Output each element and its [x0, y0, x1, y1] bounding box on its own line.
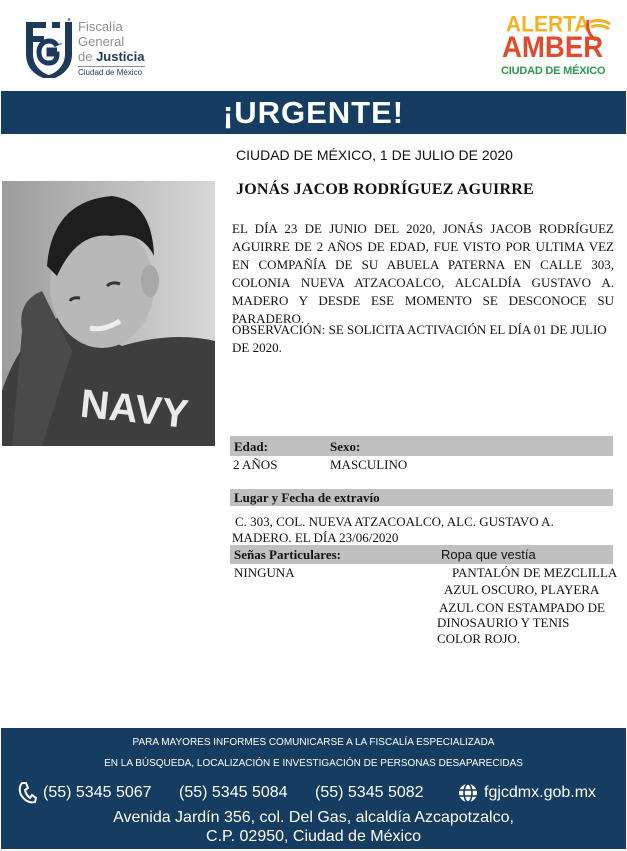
age-label: Edad:	[234, 439, 268, 454]
address-line2: C.P. 02950, Ciudad de México	[206, 828, 421, 845]
photo-placeholder-icon	[2, 181, 215, 446]
footer-info-line1: PARA MAYORES INFORMES COMUNICARSE A LA FISCALÍA ESPECIALIZADA	[132, 737, 495, 748]
footer-info-line2: EN LA BÚSQUEDA, LOCALIZACIÓN E INVESTIGACIÓN DE PERSONAS DESAPARECIDAS	[104, 758, 523, 769]
observation-note: OBSERVACIÓN: SE SOLICITA ACTIVACIÓN EL DÍA 01 DE JULIO DE 2020.	[232, 322, 607, 355]
contact-row	[17, 782, 617, 804]
phone-icon	[17, 782, 37, 804]
fgj-line1: Fiscalía	[78, 19, 123, 34]
alerta-amber-logo	[500, 14, 615, 80]
fgj-line2: General	[78, 34, 125, 49]
clothing-line: COLOR ROJO.	[437, 631, 521, 646]
date-line: CIUDAD DE MÉXICO, 1 DE JULIO DE 2020	[236, 147, 513, 163]
age-value: 2 AÑOS	[233, 457, 278, 472]
place-header-band	[230, 489, 613, 506]
amber-line1: ALERTA	[506, 12, 590, 37]
contact-footer	[1, 728, 626, 849]
age-sex-header-band	[230, 436, 613, 456]
phone-number[interactable]: (55) 5345 5082	[315, 784, 424, 801]
phone-number[interactable]: (55) 5345 5067	[43, 784, 152, 801]
sex-value: MASCULINO	[330, 457, 408, 472]
fgj-line4: Ciudad de México	[78, 66, 145, 78]
marks-label: Señas Particulares:	[234, 547, 341, 562]
amber-line2: AMBER	[502, 31, 604, 64]
phone-number[interactable]: (55) 5345 5084	[179, 784, 288, 801]
globe-icon	[458, 783, 478, 803]
place-value-line1: C. 303, COL. NUEVA ATZACOALCO, ALC. GUSTAVO A.	[235, 514, 554, 529]
urgent-banner	[1, 91, 626, 134]
fgj-line3	[78, 49, 145, 64]
amber-signal-icon	[586, 16, 612, 42]
amber-line3: CIUDAD DE MÉXICO	[501, 65, 606, 77]
missing-person-photo	[2, 181, 215, 446]
person-name: JONÁS JACOB RODRÍGUEZ AGUIRRE	[236, 181, 534, 198]
svg-text:NAVY: NAVY	[78, 381, 191, 437]
fgj-line3-bold: Justicia	[96, 49, 145, 64]
clothing-line: AZUL OSCURO, PLAYERA	[444, 582, 600, 597]
website-link[interactable]: fgjcdmx.gob.mx	[484, 784, 597, 801]
case-description: EL DÍA 23 DE JUNIO DEL 2020, JONÁS JACOB RODRÍGUEZ AGUIRRE DE 2 AÑOS DE EDAD, FUE VISTO POR ULTIMA VEZ EN COMPAÑÍA DE SU ABUELA PATERNA EN CALLE 303, COLONIA NUEVA ATZACOALCO, ALCALDÍA GUSTAVO A. MADERO Y DESDE ESE MOMENTO SE DESCONOCE SU PARADERO.	[232, 221, 614, 326]
marks-value: NINGUNA	[234, 565, 295, 580]
urgent-title: ¡URGENTE!	[222, 94, 405, 130]
place-label: Lugar y Fecha de extravío	[234, 490, 380, 505]
address-line1: Avenida Jardín 356, col. Del Gas, alcaldía Azcapotzalco,	[113, 809, 514, 826]
fgj-shield-icon	[24, 18, 74, 78]
fgj-wordmark	[78, 19, 145, 78]
fgj-line3-prefix: de	[78, 49, 97, 64]
place-value-line2: MADERO. EL DÍA 23/06/2020	[232, 530, 399, 545]
clothing-line: PANTALÓN DE MEZCLILLA	[452, 565, 618, 580]
marks-clothing-header-band	[230, 545, 613, 564]
header	[0, 0, 627, 90]
clothing-line: AZUL CON ESTAMPADO DE	[439, 600, 605, 615]
sex-label: Sexo:	[330, 439, 361, 454]
fgj-logo	[24, 18, 154, 80]
clothing-line: DINOSAURIO Y TENIS	[437, 615, 570, 630]
clothing-label: Ropa que vestía	[441, 547, 536, 562]
